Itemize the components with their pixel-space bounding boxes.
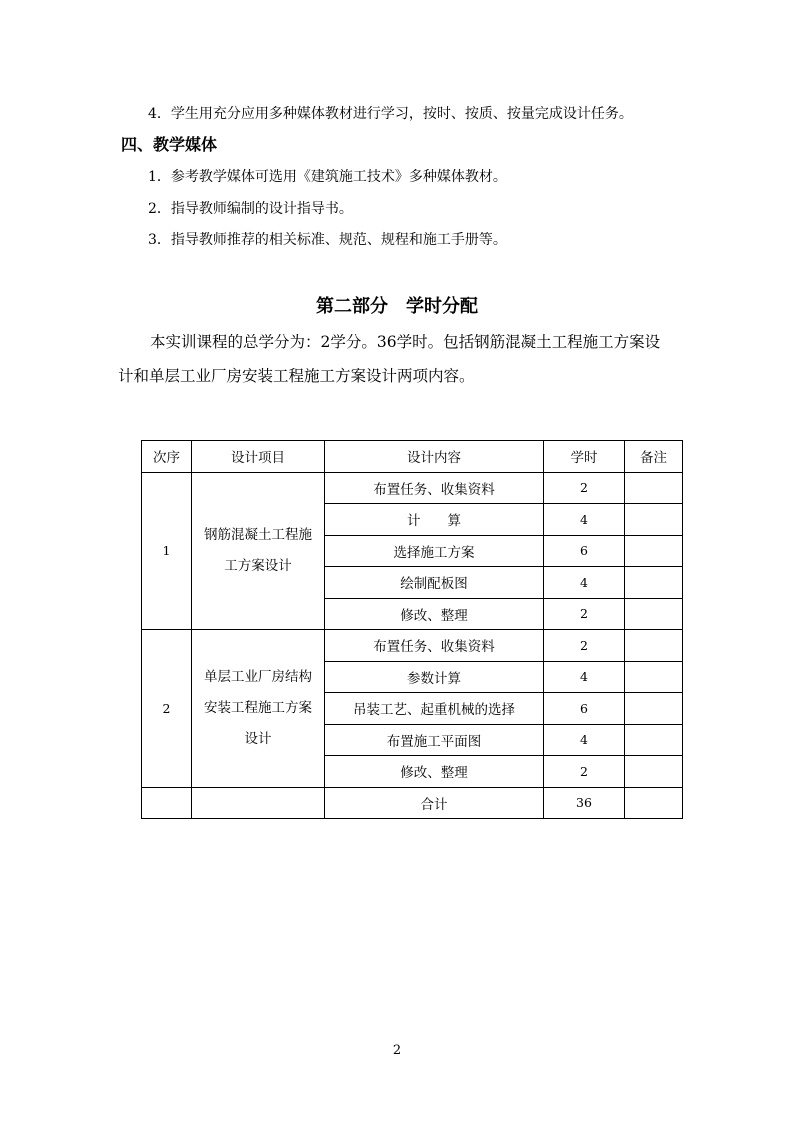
hours-cell: 2 — [544, 472, 625, 504]
group-1-order: 1 — [142, 472, 192, 630]
content-cell: 布置任务、收集资料 — [325, 630, 544, 662]
media-item-1: 1．参考教学媒体可选用《建筑施工技术》多种媒体教材。 — [148, 169, 507, 185]
content-cell: 修改、整理 — [325, 756, 544, 788]
hours-cell: 6 — [544, 693, 625, 725]
remark-cell — [625, 630, 683, 662]
media-item-3: 3．指导教师推荐的相关标准、规范、规程和施工手册等。 — [148, 232, 507, 248]
hours-cell: 4 — [544, 724, 625, 756]
header-remark: 备注 — [625, 441, 683, 473]
page-number: 2 — [392, 1043, 402, 1058]
total-project-cell — [192, 787, 325, 819]
hours-cell: 4 — [544, 567, 625, 599]
remark-cell — [625, 661, 683, 693]
remark-cell — [625, 567, 683, 599]
content-cell: 计 算 — [325, 504, 544, 536]
section-heading-teaching-media: 四、教学媒体 — [121, 135, 218, 154]
hours-cell: 2 — [544, 756, 625, 788]
content-cell: 吊装工艺、起重机械的选择 — [325, 693, 544, 725]
group-2-project-line-3: 设计 — [244, 730, 272, 747]
group-2-project — [192, 630, 325, 788]
hours-allocation-table — [141, 440, 683, 819]
total-order-cell — [142, 787, 192, 819]
content-cell: 参数计算 — [325, 661, 544, 693]
header-content: 设计内容 — [325, 441, 544, 473]
part-two-title: 第二部分 学时分配 — [316, 296, 478, 317]
content-cell: 修改、整理 — [325, 598, 544, 630]
group-1-project-line-2: 工方案设计 — [224, 557, 292, 574]
content-cell: 选择施工方案 — [325, 535, 544, 567]
group-2-order: 2 — [142, 630, 192, 788]
header-project: 设计项目 — [192, 441, 325, 473]
remark-cell — [625, 693, 683, 725]
table-header-row — [142, 441, 683, 473]
header-hours: 学时 — [544, 441, 625, 473]
intro-paragraph-line-2: 计和单层工业厂房安装工程施工方案设计两项内容。 — [118, 367, 475, 385]
table-row — [142, 630, 683, 662]
remark-cell — [625, 598, 683, 630]
content-cell: 布置任务、收集资料 — [325, 472, 544, 504]
content-cell: 布置施工平面图 — [325, 724, 544, 756]
table-row — [142, 472, 683, 504]
media-item-2: 2．指导教师编制的设计指导书。 — [148, 201, 353, 217]
remark-cell — [625, 724, 683, 756]
remark-cell — [625, 504, 683, 536]
header-order: 次序 — [142, 441, 192, 473]
intro-paragraph-line-1: 本实训课程的总学分为：2学分。36学时。包括钢筋混凝土工程施工方案设 — [150, 333, 661, 351]
group-1-project — [192, 472, 325, 630]
requirement-item-4: 4．学生用充分应用多种媒体教材进行学习，按时、按质、按量完成设计任务。 — [148, 106, 633, 122]
remark-cell — [625, 535, 683, 567]
table-total-row — [142, 787, 683, 819]
hours-cell: 6 — [544, 535, 625, 567]
group-2-project-line-2: 安装工程施工方案 — [204, 699, 312, 716]
group-1-project-line-1: 钢筋混凝土工程施 — [204, 526, 312, 543]
remark-cell — [625, 756, 683, 788]
total-hours: 36 — [544, 787, 625, 819]
hours-cell: 4 — [544, 504, 625, 536]
group-2-project-line-1: 单层工业厂房结构 — [204, 668, 312, 685]
total-remark-cell — [625, 787, 683, 819]
hours-cell: 2 — [544, 598, 625, 630]
hours-cell: 4 — [544, 661, 625, 693]
remark-cell — [625, 472, 683, 504]
hours-cell: 2 — [544, 630, 625, 662]
total-label: 合计 — [325, 787, 544, 819]
content-cell: 绘制配板图 — [325, 567, 544, 599]
